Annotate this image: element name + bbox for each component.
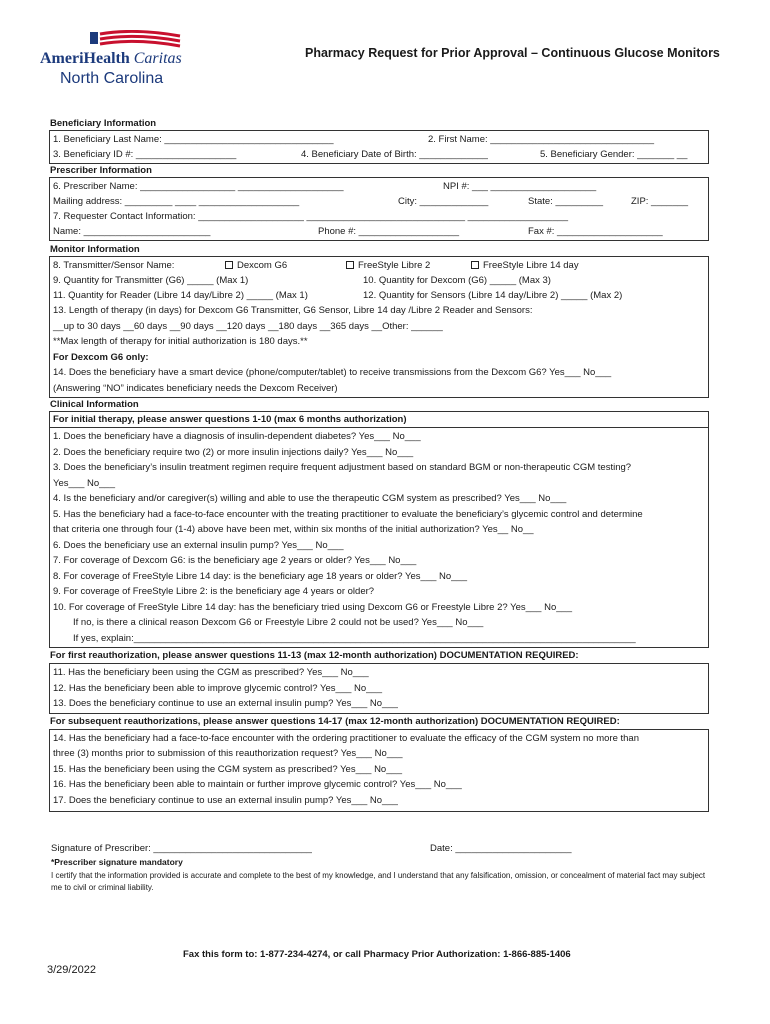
dob-field[interactable]: 4. Beneficiary Date of Birth: _____________ — [301, 149, 488, 160]
form-revision-date: 3/29/2022 — [47, 964, 96, 976]
initial-therapy-heading: For initial therapy, please answer questions 1-10 (max 6 months authorization) — [50, 412, 708, 428]
clinical-q2[interactable]: 2. Does the beneficiary require two (2) or more insulin injections daily? Yes___ No___ — [53, 446, 414, 458]
clinical-q9[interactable]: 9. For coverage of FreeStyle Libre 2: is the beneficiary age 4 years or older? — [53, 586, 375, 597]
amerihealth-caritas-logo — [40, 30, 200, 90]
clinical-q5: 5. Has the beneficiary had a face-to-face encounter with the treating practitioner to evaluate the beneficiary’s glycemic control and determine — [53, 508, 643, 520]
signature-section — [51, 842, 711, 894]
clinical-q6[interactable]: 6. Does the beneficiary use an external insulin pump? Yes___ No___ — [53, 539, 344, 551]
npi-field[interactable]: NPI #: ___ ____________________ — [443, 181, 597, 192]
signature-date-field[interactable]: Date: ______________________ — [430, 843, 572, 854]
reauth-q14: 14. Has the beneficiary had a face-to-face encounter with the ordering practitioner to evaluate the efficacy of the CGM system no more than — [53, 732, 639, 744]
checkbox-icon[interactable] — [471, 261, 479, 269]
prescriber-name-field[interactable]: 6. Prescriber Name: __________________ ____________________ — [53, 181, 344, 192]
q12-field[interactable]: 12. Quantity for Sensors (Libre 14 day/Libre 2) _____ (Max 2) — [363, 290, 623, 301]
option-freestyle-libre-2[interactable]: FreeStyle Libre 2 — [346, 258, 430, 273]
clinical-q10-sub1[interactable]: If no, is there a clinical reason Dexcom G6 or Freestyle Libre 2 could not be used? Yes___ No___ — [73, 617, 484, 628]
phone-field[interactable]: Phone #: ___________________ — [318, 226, 460, 237]
first-reauth-box — [49, 663, 709, 714]
clinical-q4[interactable]: 4. Is the beneficiary and/or caregiver(s) willing and able to use the therapeutic CGM system as prescribed? Yes___ No___ — [53, 493, 567, 504]
request-form — [49, 117, 709, 812]
subsequent-reauth-box — [49, 729, 709, 812]
q13-options[interactable]: __up to 30 days __60 days __90 days __120 days __180 days __365 days __Other: ______ — [53, 320, 443, 332]
reauth-q13[interactable]: 13. Does the beneficiary continue to use an external insulin pump? Yes___ No___ — [53, 698, 398, 709]
checkbox-icon[interactable] — [225, 261, 233, 269]
flag-logo-icon — [90, 30, 182, 50]
beneficiary-id-field[interactable]: 3. Beneficiary ID #: ___________________ — [53, 149, 237, 160]
beneficiary-box — [49, 130, 709, 164]
clinical-heading: Clinical Information — [50, 399, 139, 410]
clinical-q10[interactable]: 10. For coverage of FreeStyle Libre 14 day: has the beneficiary tried using Dexcom G6 or Freestyle Libre 2? Yes___ No___ — [53, 601, 573, 613]
clinical-q3: 3. Does the beneficiary’s insulin treatment regimen require frequent adjustment based on standard BGM or non-therapeutic CGM testing? — [53, 462, 632, 473]
clinical-q3-answer[interactable]: Yes___ No___ — [53, 477, 115, 489]
first-name-field[interactable]: 2. First Name: _______________________________ — [428, 134, 655, 145]
subsequent-reauth-heading: For subsequent reauthorizations, please answer questions 14-17 (max 12-month authorization) DOCUMENTATION REQUIRED: — [50, 715, 620, 727]
max-length-note: **Max length of therapy for initial authorization is 180 days.** — [53, 336, 308, 347]
checkbox-icon[interactable] — [346, 261, 354, 269]
state-field[interactable]: State: _________ — [528, 196, 604, 207]
reauth-q14-cont[interactable]: three (3) months prior to submission of this reauthorization request? Yes___ No___ — [53, 748, 403, 759]
fax-instructions: Fax this form to: 1-877-234-4274, or call Pharmacy Prior Authorization: 1-866-885-1406 — [183, 949, 571, 960]
prescriber-box — [49, 177, 709, 241]
option-dexcom-g6[interactable]: Dexcom G6 — [225, 258, 287, 273]
reauth-q15[interactable]: 15. Has the beneficiary been using the CGM system as prescribed? Yes___ No___ — [53, 763, 403, 775]
certification-statement: I certify that the information provided is accurate and complete to the best of my knowledge, and I understand that any falsification, omission, or concealment of material fact may subject me to civil or criminal liability. — [51, 871, 706, 892]
contact-name-field[interactable]: Name: ________________________ — [53, 226, 211, 237]
q9-field[interactable]: 9. Quantity for Transmitter (G6) _____ (Max 1) — [53, 275, 249, 286]
gender-field[interactable]: 5. Beneficiary Gender: _______ __ — [540, 149, 688, 160]
beneficiary-last-name-field[interactable]: 1. Beneficiary Last Name: ________________________________ — [53, 134, 334, 145]
q14-field[interactable]: 14. Does the beneficiary have a smart device (phone/computer/tablet) to receive transmissions from the Dexcom G6? Yes___ No___ — [53, 367, 612, 378]
q10-field[interactable]: 10. Quantity for Dexcom (G6) _____ (Max 3) — [363, 275, 551, 286]
transmitter-label: 8. Transmitter/Sensor Name: — [53, 260, 175, 271]
reauth-q11[interactable]: 11. Has the beneficiary been using the CGM as prescribed? Yes___ No___ — [53, 667, 369, 678]
reauth-q16[interactable]: 16. Has the beneficiary been able to maintain or further improve glycemic control? Yes___ No___ — [53, 779, 462, 790]
signature-mandatory-note: *Prescriber signature mandatory — [51, 857, 183, 867]
option-freestyle-libre-14[interactable]: FreeStyle Libre 14 day — [471, 258, 579, 273]
brand-name: AmeriHealth Caritas — [40, 50, 182, 67]
q14-note: (Answering “NO” indicates beneficiary needs the Dexcom Receiver) — [53, 382, 338, 394]
fax-field[interactable]: Fax #: ____________________ — [528, 226, 663, 237]
city-field[interactable]: City: _____________ — [398, 196, 489, 207]
clinical-q1[interactable]: 1. Does the beneficiary have a diagnosis of insulin-dependent diabetes? Yes___ No___ — [53, 431, 421, 442]
clinical-q5-cont[interactable]: that criteria one through four (1-4) above have been met, within six months of the initial authorization? Yes__ No__ — [53, 524, 534, 535]
clinical-q10-sub2[interactable]: If yes, explain:_______________________________________________________________________________________________ — [73, 632, 636, 644]
dexcom-only-heading: For Dexcom G6 only: — [53, 351, 149, 363]
clinical-box — [49, 411, 709, 648]
reauth-q17[interactable]: 17. Does the beneficiary continue to use an external insulin pump? Yes___ No___ — [53, 794, 398, 806]
brand-region: North Carolina — [60, 70, 164, 87]
monitor-box — [49, 256, 709, 398]
zip-field[interactable]: ZIP: _______ — [631, 196, 689, 207]
page-title: Pharmacy Request for Prior Approval – Continuous Glucose Monitors — [305, 46, 720, 60]
reauth-q12[interactable]: 12. Has the beneficiary been able to improve glycemic control? Yes___ No___ — [53, 682, 383, 694]
prescriber-heading: Prescriber Information — [50, 165, 152, 176]
q13-text: 13. Length of therapy (in days) for Dexcom G6 Transmitter, G6 Sensor, Libre 14 day /Libre 2 Reader and Sensors: — [53, 305, 533, 316]
first-reauth-heading: For first reauthorization, please answer questions 11-13 (max 12-month authorization) DOCUMENTATION REQUIRED: — [50, 650, 579, 661]
beneficiary-heading: Beneficiary Information — [50, 118, 157, 129]
clinical-q8[interactable]: 8. For coverage of FreeStyle Libre 14 day: is the beneficiary age 18 years or older? Yes___ No___ — [53, 570, 468, 582]
requester-contact-field[interactable]: 7. Requester Contact Information: ____________________ ______________________________ ___________________ — [53, 211, 569, 222]
clinical-q7[interactable]: 7. For coverage of Dexcom G6: is the beneficiary age 2 years or older? Yes___ No___ — [53, 555, 417, 566]
monitor-heading: Monitor Information — [50, 244, 140, 255]
mailing-address-field[interactable]: Mailing address: _________ ____ ___________________ — [53, 196, 300, 207]
prescriber-signature-field[interactable]: Signature of Prescriber: ______________________________ — [51, 843, 312, 854]
q11-field[interactable]: 11. Quantity for Reader (Libre 14 day/Libre 2) _____ (Max 1) — [53, 290, 308, 301]
